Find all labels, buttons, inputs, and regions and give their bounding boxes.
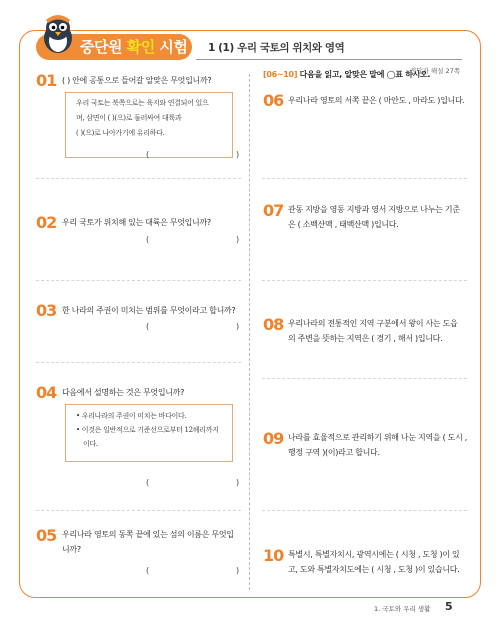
answer-reference: 정답과 해설 27쪽 [410, 67, 461, 75]
question-number-01: 01 [36, 71, 57, 90]
question-number-03: 03 [36, 301, 57, 320]
footer-unit-label: 1. 국토와 우리 생활 [374, 605, 431, 613]
question-text-09: 나라를 효율적으로 관리하기 위해 나눈 지역을 ( 도시 , 행정 구역 )(이)라고 합니다. [288, 433, 467, 457]
question-number-06: 06 [263, 91, 284, 110]
instruction: [06~10] 다음을 읽고, 알맞은 말에 ◯표 하시오. [263, 70, 431, 79]
row-separator [36, 362, 241, 363]
question-number-09: 09 [263, 429, 284, 448]
question-number-10: 10 [263, 546, 284, 565]
question-text-02: 우리 국토가 위치해 있는 대륙은 무엇입니까? [62, 218, 211, 227]
question-text-06: 우리나라 영토의 서쪽 끝은 ( 마안도 , 마라도 )입니다. [288, 96, 465, 105]
question-text-05: 우리나라 영토의 동쪽 끝에 있는 섬의 이름은 무엇입 니까? [62, 530, 234, 554]
question-04-box: • 우리나라의 주권이 미치는 바다이다. • 이것은 일반적으로 기준선으로부터 12해리까지 이다. [65, 404, 233, 462]
question-number-07: 07 [263, 201, 284, 220]
question-01-passage: 우리 국토는 북쪽으로는 육지와 연결되어 있으 며, 삼면이 ( )(으)로 둘러싸여 대륙과 ( )(으)로 나아가기에 유리하다. [65, 92, 233, 158]
penguin-mascot-icon [40, 14, 76, 54]
question-number-05: 05 [36, 526, 57, 545]
row-separator [36, 510, 241, 511]
row-separator [262, 178, 467, 179]
question-text-03: 한 나라의 주권이 미치는 범위를 무엇이라고 합니까? [62, 306, 236, 315]
question-text-10: 특별시, 특별자치시, 광역시에는 ( 시청 , 도청 )이 있 고, 도와 특별자치도에는 ( 시청 , 도청 )이 있습니다. [288, 550, 460, 574]
page-number: 5 [445, 600, 453, 613]
question-text-04: 다음에서 설명하는 것은 무엇입니까? [62, 388, 185, 397]
row-separator [262, 510, 467, 511]
question-text-07: 관동 지방을 영동 지방과 영서 지방으로 나누는 기준 은 ( 소백산맥 , 태백산맥 )입니다. [288, 205, 460, 229]
row-separator [36, 280, 241, 281]
question-number-02: 02 [36, 213, 57, 232]
question-number-08: 08 [263, 315, 284, 334]
header-title-highlight: 확인 [126, 38, 155, 56]
row-separator [36, 178, 241, 179]
question-text-08: 우리나라의 전통적인 지역 구분에서 왕이 사는 도읍 의 주변을 뜻하는 지역은 ( 경기 , 해서 )입니다. [288, 319, 458, 343]
section-title: 1 (1) 우리 국토의 위치와 영역 [208, 42, 345, 54]
row-separator [262, 378, 467, 379]
header-title: 중단원 확인 시험 [80, 38, 188, 56]
header-rule [196, 59, 462, 60]
row-separator [262, 280, 467, 281]
question-text-01: ( ) 안에 공통으로 들어갈 알맞은 무엇입니까? [62, 76, 212, 85]
question-number-04: 04 [36, 383, 57, 402]
column-divider [249, 74, 250, 590]
